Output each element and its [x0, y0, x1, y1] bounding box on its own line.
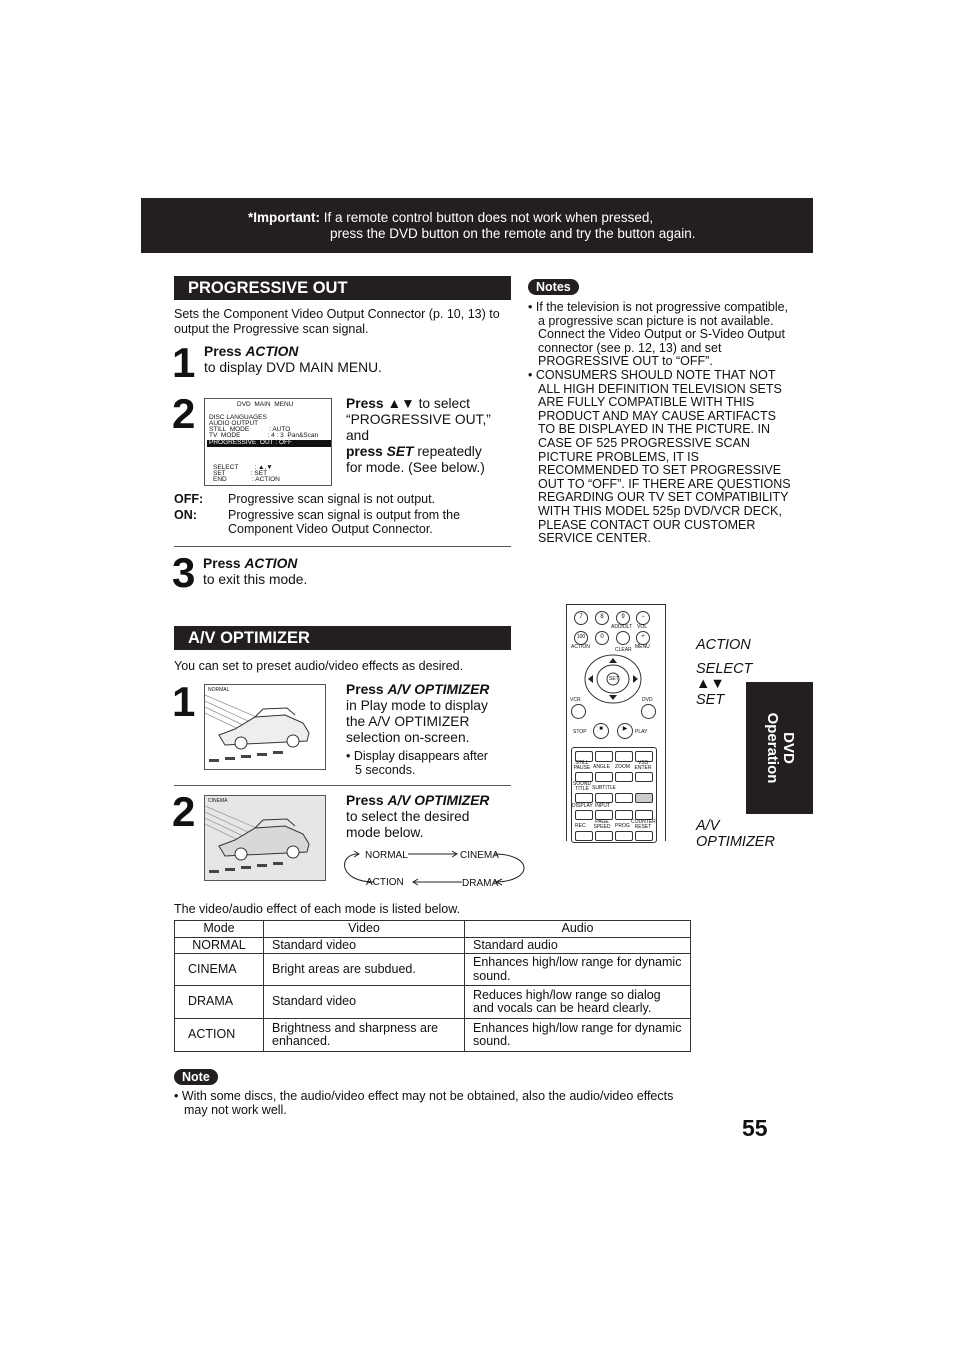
subtitle-button [595, 793, 613, 803]
button-100: 100 [574, 631, 588, 645]
cinema-mode-image: CINEMA [204, 795, 326, 881]
on-description: Progressive scan signal is output from the Component Video Output Connector. [228, 508, 461, 536]
label-action: ACTION [696, 637, 751, 653]
av-step-2-text: Press A/V OPTIMIZER to select the desired mode below. [346, 793, 490, 840]
vol-down-button: − [636, 611, 650, 625]
cycle-cinema: CINEMA [460, 850, 499, 861]
video-cell: Brightness and sharpness are enhanced. [264, 1019, 465, 1052]
dvd-main-menu-screen: DVD MAIN MENU DISC LANGUAGES AUDIO OUTPUT STILL MODE : AUTO TV MODE : 4 : 3 Pan&Scan PROGRESSIVE OUT : OFF SELECT : ▲,▼ SET : SET END : ACTION [204, 398, 332, 486]
label-av: A/V [696, 818, 720, 834]
notes-body [528, 301, 792, 546]
banner-line-1: *Important: If a remote control button does not work when pressed, [248, 210, 654, 225]
mode-cell: DRAMA [175, 986, 264, 1019]
label-select-arrows: ▲▼ [696, 676, 725, 692]
av-divider [174, 785, 511, 786]
mode-effects-table [174, 920, 691, 1052]
car-illustration-cinema [205, 796, 325, 880]
button-9: 9 [616, 611, 630, 625]
cycle-action: ACTION [366, 877, 404, 888]
normal-mode-image: NORMAL [204, 684, 326, 770]
return-button [615, 793, 633, 803]
zoom-button [615, 772, 633, 782]
av-intro: You can set to preset audio/video effects as desired. [174, 659, 464, 673]
button-0: 0 [595, 631, 609, 645]
progressive-intro: Sets the Component Video Output Connector (p. 10, 13) to output the Progressive scan signal. [174, 307, 500, 336]
display-button [575, 810, 593, 820]
stop-button: ■ [593, 723, 609, 739]
av-optimizer-button [635, 793, 653, 803]
label-optimizer: OPTIMIZER [696, 834, 775, 850]
angle-button [595, 772, 613, 782]
remote-control: 7 8 9 − ADD/DLT VOL 100 0 + ACTION CLEAR MENU SET VCR DVD ■ ▶ STOP PLAY STILL PAUSE ANGLE ZOOM VSS ENTER SOUND TITLE SUBTITLE DISPLAY INPUT REC PAGE SPEED PROG COUNTER RESET [566, 604, 666, 841]
add-delete-button [616, 631, 630, 645]
step-2-text: Press ▲▼ to select “PROGRESSIVE OUT,” and press SET repeatedly for mode. (See below.) [346, 396, 491, 475]
av-step-1-bullet: • Display disappears after 5 seconds. [346, 749, 488, 777]
table-row [175, 1019, 691, 1052]
table-row [175, 954, 691, 986]
audio-cell: Standard audio [465, 938, 691, 954]
on-label: ON: [174, 508, 197, 522]
rec-button [575, 831, 593, 841]
av-step-1-number: 1 [172, 678, 196, 725]
note-bullet-1: • If the television is not progressive compatible, a progressive scan picture is not available. Connect the Video Output or S-Video Output connector (see p. 12, 13) and set PROGRESSIVE OUT to “OFF”. [528, 300, 789, 369]
divider [174, 546, 511, 547]
note-label: Note [174, 1069, 218, 1085]
video-cell: Standard video [264, 986, 465, 1019]
skip-back-button [615, 751, 633, 762]
header-video: Video [264, 921, 465, 938]
cycle-drama: DRAMA [462, 878, 499, 889]
av-step-2-number: 2 [172, 788, 196, 835]
vss-button [635, 772, 653, 782]
label-select: SELECT [696, 661, 753, 677]
step-3-number: 3 [172, 549, 196, 596]
button-7: 7 [574, 611, 588, 625]
off-label: OFF: [174, 492, 204, 506]
tab-text: DVD Operation [763, 712, 797, 784]
table-row [175, 986, 691, 1019]
video-cell: Standard video [264, 938, 465, 954]
note-text: • With some discs, the audio/video effect may not be obtained, also the audio/video effects may not work well. [174, 1089, 674, 1117]
banner-line-2: press the DVD button on the remote and try the button again. [330, 226, 696, 241]
audio-cell: Reduces high/low range so dialog and vocals can be heard clearly. [465, 986, 691, 1019]
av-optimizer-heading: A/V OPTIMIZER [174, 626, 511, 650]
header-mode: Mode [175, 921, 264, 938]
header-audio: Audio [465, 921, 691, 938]
important-banner [141, 198, 813, 253]
vcr-button [571, 704, 586, 719]
video-cell: Bright areas are subdued. [264, 954, 465, 986]
dvd-operation-tab [746, 682, 813, 814]
off-description: Progressive scan signal is not output. [228, 492, 436, 506]
audio-cell: Enhances high/low range for dynamic sound. [465, 1019, 691, 1052]
vol-up-button: + [636, 631, 650, 645]
page-button [595, 831, 613, 841]
note-bullet-2: • CONSUMERS SHOULD NOTE THAT NOT ALL HIGH DEFINITION TELEVISION SETS ARE FULLY COMPATIBLE WITH THIS PRODUCT AND MAY CAUSE ARTIFACTS TO BE DISPLAYED IN THE PICTURE. IN CASE OF 525 PROGRESSIVE SCAN PICTURE PROBLEMS, IT IS RECOMMENDED TO SET PROGRESSIVE OUT TO “OFF”. IF THERE ARE QUESTIONS REGARDING OUR TV SET COMPATIBILITY WITH THIS MODEL 525p DVD/VCR DECK, PLEASE CONTACT OUR CUSTOMER SERVICE CENTER. [528, 367, 791, 546]
car-illustration [205, 685, 325, 769]
counter-button [635, 831, 653, 841]
label-set: SET [696, 692, 725, 708]
table-header-row [175, 921, 691, 938]
step-1-number: 1 [172, 339, 196, 386]
cycle-normal: NORMAL [365, 850, 408, 861]
step-1-text: Press ACTION to display DVD MAIN MENU. [204, 344, 382, 375]
step-3-text: Press ACTION to exit this mode. [203, 556, 308, 587]
notes-label: Notes [528, 279, 579, 295]
step-2-number: 2 [172, 390, 196, 437]
mode-cell: CINEMA [175, 954, 264, 986]
ff-button [595, 751, 613, 762]
progressive-out-heading: PROGRESSIVE OUT [174, 276, 511, 300]
page-number: 55 [742, 1115, 768, 1141]
button-8: 8 [595, 611, 609, 625]
table-caption: The video/audio effect of each mode is listed below. [174, 902, 461, 916]
mode-cell: ACTION [175, 1019, 264, 1052]
sound-button [575, 793, 593, 803]
prog-button [615, 831, 633, 841]
play-button: ▶ [617, 723, 633, 739]
dvd-button [641, 704, 656, 719]
av-step-1-text: Press A/V OPTIMIZER in Play mode to display the A/V OPTIMIZER selection on-screen. [346, 682, 490, 745]
mode-cell: NORMAL [175, 938, 264, 954]
audio-cell: Enhances high/low range for dynamic sound. [465, 954, 691, 986]
table-row [175, 938, 691, 954]
